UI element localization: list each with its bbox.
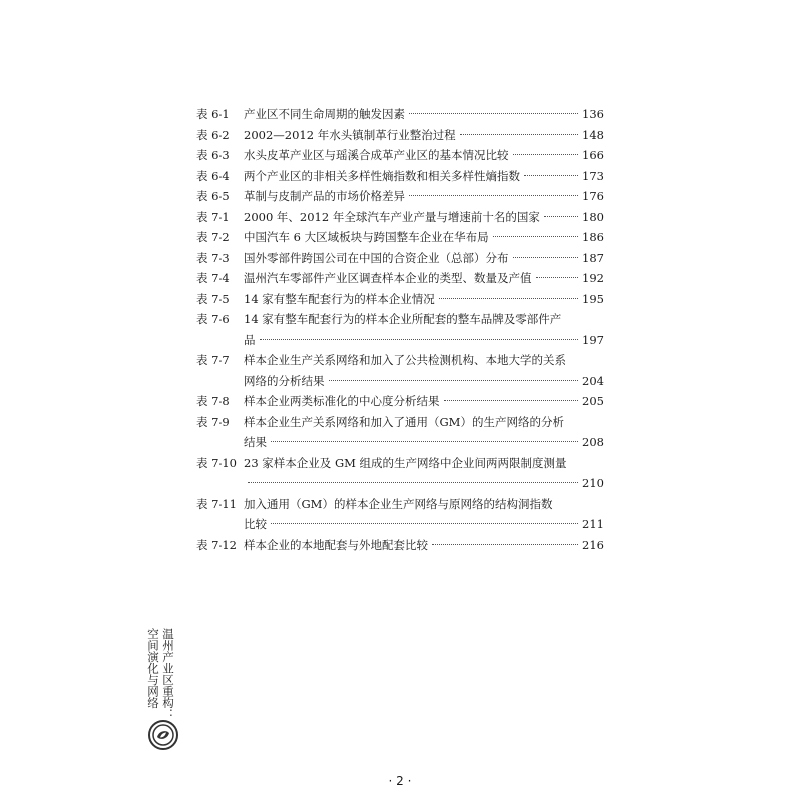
table-number: 表 7-11 (196, 496, 237, 511)
dot-leader (513, 257, 579, 258)
dot-leader (439, 298, 578, 299)
table-caption: 加入通用（GM）的样本企业生产网络与原网络的结构洞指数 (244, 496, 553, 511)
table-caption: 样本企业生产关系网络和加入了通用（GM）的生产网络的分析 (244, 414, 564, 429)
toc-entry (196, 453, 604, 494)
page-ref: 208 (582, 435, 604, 449)
toc-entry (196, 535, 604, 556)
dot-leader (524, 175, 578, 176)
toc-entry (196, 350, 604, 391)
toc-entry (196, 248, 604, 269)
dot-leader (329, 380, 579, 381)
table-caption: 产业区不同生命周期的触发因素 (244, 107, 405, 121)
page-ref: 211 (582, 517, 604, 531)
dot-leader (271, 441, 578, 442)
table-caption: 中国汽车 6 大区域板块与跨国整车企业在华布局 (244, 230, 489, 244)
table-number: 表 7-7 (196, 353, 230, 367)
page-ref: 216 (582, 537, 604, 552)
table-caption: 比较 (244, 517, 267, 531)
toc-entry (196, 227, 604, 248)
table-caption: 样本企业两类标准化的中心度分析结果 (244, 394, 440, 408)
toc-entry (196, 166, 604, 187)
table-number: 表 7-3 (196, 250, 230, 265)
dot-leader (409, 195, 578, 196)
page-ref: 210 (582, 476, 604, 490)
table-number: 表 7-4 (196, 271, 230, 285)
table-caption: 国外零部件跨国公司在中国的合资企业（总部）分布 (244, 250, 509, 265)
table-caption: 革制与皮制产品的市场价格差异 (244, 189, 405, 203)
page-ref: 204 (582, 373, 604, 388)
toc-entry (196, 412, 604, 453)
page-ref: 197 (582, 332, 604, 347)
table-caption: 结果 (244, 435, 267, 449)
publisher-logo-icon (148, 720, 178, 750)
table-number: 表 6-4 (196, 168, 230, 183)
table-number: 表 7-5 (196, 291, 230, 306)
page-ref: 176 (582, 189, 604, 203)
table-caption: 温州汽车零部件产业区调查样本企业的类型、数量及产值 (244, 271, 532, 285)
toc-entry (196, 289, 604, 310)
table-number: 表 7-12 (196, 537, 237, 552)
toc-entry (196, 207, 604, 228)
table-caption: 14 家有整车配套行为的样本企业所配套的整车品牌及零部件产 (244, 312, 562, 326)
table-caption: 网络的分析结果 (244, 373, 325, 388)
table-number: 表 6-1 (196, 107, 230, 121)
table-caption: 两个产业区的非相关多样性熵指数和相关多样性熵指数 (244, 168, 520, 183)
table-caption: 品 (244, 332, 256, 347)
page-ref: 205 (582, 394, 604, 408)
dot-leader (493, 236, 578, 237)
table-number: 表 7-6 (196, 312, 230, 326)
table-caption: 14 家有整车配套行为的样本企业情况 (244, 291, 435, 306)
table-caption: 样本企业生产关系网络和加入了公共检测机构、本地大学的关系 (244, 353, 566, 367)
table-number: 表 7-8 (196, 394, 230, 408)
dot-leader (409, 113, 578, 114)
toc-entry (196, 186, 604, 207)
toc-entry (196, 268, 604, 289)
table-list (196, 104, 604, 555)
dot-leader (444, 400, 579, 401)
dot-leader (536, 277, 579, 278)
table-caption: 2002—2012 年水头镇制革行业整治过程 (244, 127, 456, 142)
toc-entry (196, 309, 604, 350)
toc-entry (196, 391, 604, 412)
table-number: 表 6-2 (196, 127, 230, 142)
table-caption: 样本企业的本地配套与外地配套比较 (244, 537, 428, 552)
toc-entry (196, 125, 604, 146)
table-number: 表 6-5 (196, 189, 230, 203)
toc-entry (196, 494, 604, 535)
page-ref: 186 (582, 230, 604, 244)
table-number: 表 7-9 (196, 414, 230, 429)
dot-leader (248, 482, 578, 483)
page-ref: 173 (582, 168, 604, 183)
dot-leader (544, 216, 578, 217)
page-ref: 166 (582, 148, 604, 162)
table-number: 表 7-10 (196, 455, 237, 470)
page-ref: 180 (582, 209, 604, 224)
book-title-line-1: 温州产业区重构： (161, 628, 175, 720)
table-number: 表 7-1 (196, 209, 230, 224)
page-number: · 2 · (388, 774, 412, 788)
table-number: 表 6-3 (196, 148, 230, 162)
book-title-vertical (146, 628, 174, 720)
dot-leader (460, 134, 578, 135)
table-number: 表 7-2 (196, 230, 230, 244)
table-caption: 水头皮革产业区与瑶溪合成革产业区的基本情况比较 (244, 148, 509, 162)
dot-leader (260, 339, 579, 340)
page-ref: 192 (582, 271, 604, 285)
page-ref: 148 (582, 127, 604, 142)
dot-leader (432, 544, 578, 545)
dot-leader (271, 523, 578, 524)
page-ref: 136 (582, 107, 604, 121)
toc-entry (196, 145, 604, 166)
book-title-line-2: 空间演化与网络 (146, 628, 160, 709)
page-ref: 195 (582, 291, 604, 306)
table-caption: 2000 年、2012 年全球汽车产业产量与增速前十名的国家 (244, 209, 540, 224)
table-caption: 23 家样本企业及 GM 组成的生产网络中企业间两两限制度测量 (244, 455, 567, 470)
page-ref: 187 (582, 250, 604, 265)
dot-leader (513, 154, 579, 155)
toc-entry (196, 104, 604, 125)
